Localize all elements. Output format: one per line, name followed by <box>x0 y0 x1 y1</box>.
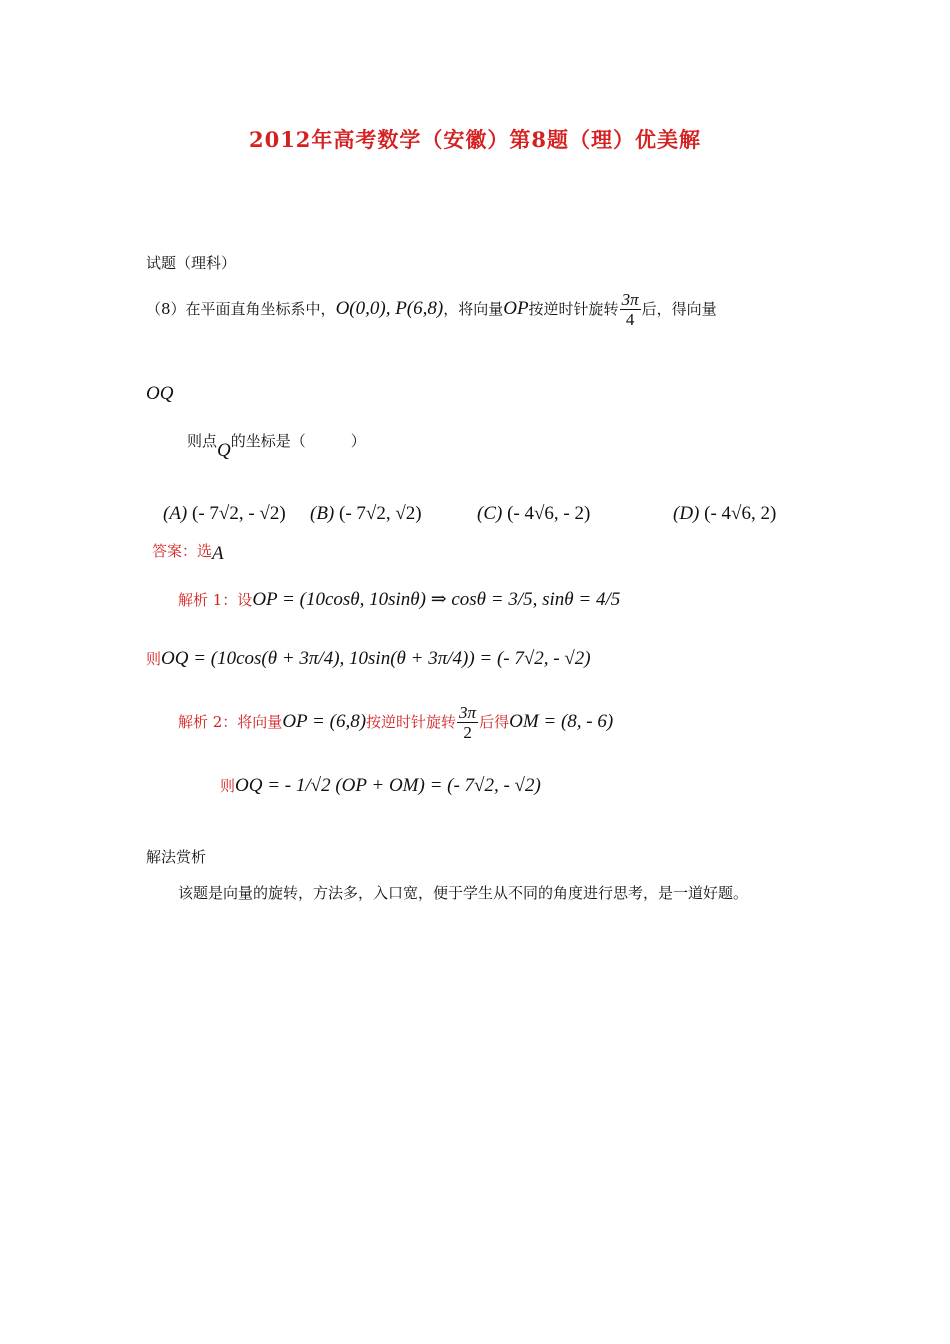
option-d[interactable] <box>673 503 776 525</box>
solution-2-angle-fraction <box>457 703 478 742</box>
solution-2-line-2 <box>220 775 541 797</box>
solution-1-line-2 <box>146 648 591 670</box>
solution-2-rotate-text: 按逆时针旋转 <box>366 713 457 731</box>
option-d-value: (- 4√6, 2) <box>704 503 777 524</box>
fraction-numerator: 3π <box>459 703 477 722</box>
answer-label: 答案：选 <box>152 542 213 560</box>
point-q: Q <box>217 440 231 461</box>
solution-1-label: 解析 1：设 <box>178 591 253 609</box>
solution-2-vector-om: OM = (8, - 6) <box>509 711 614 732</box>
solution-2-after-text: 后得 <box>479 713 510 731</box>
question-stem <box>146 290 717 329</box>
option-a[interactable] <box>163 503 286 525</box>
option-c-label: (C) <box>477 503 503 524</box>
appreciation-heading: 解法赏析 <box>146 848 207 866</box>
solution-1-line-1 <box>178 588 620 611</box>
fraction-numerator: 3π <box>621 290 639 309</box>
answer-value: A <box>212 543 224 564</box>
solution-2-math-2: OQ = - 1/√2 (OP + OM) = (- 7√2, - √2) <box>235 775 541 796</box>
fraction-denominator: 2 <box>463 723 472 742</box>
question-mid-text: ，将向量 <box>443 300 504 318</box>
option-a-label: (A) <box>163 503 188 524</box>
vector-oq: OQ <box>146 383 174 404</box>
solution-2-label: 解析 2：将向量 <box>178 713 283 731</box>
option-c-value: (- 4√6, - 2) <box>507 503 591 524</box>
appreciation-text: 该题是向量的旋转，方法多，入口宽，便于学生从不同的角度进行思考，是一道好题。 <box>178 884 749 902</box>
question-ask-prefix: 则点 <box>187 432 218 450</box>
page-title: 2012年高考数学（安徽）第8题（理）优美解 <box>248 127 702 152</box>
question-stem-text: 在平面直角坐标系中， <box>185 300 336 318</box>
question-number: （8） <box>146 300 186 318</box>
solution-2-line-1 <box>178 703 613 742</box>
option-b-label: (B) <box>310 503 335 524</box>
question-rotate-text: 按逆时针旋转 <box>528 300 619 318</box>
solution-1-math-2: OQ = (10cos(θ + 3π/4), 10sin(θ + 3π/4)) = (- 7√2, - √2) <box>161 648 591 669</box>
solution-2-line-2-label: 则 <box>220 777 236 795</box>
question-points: O(0,0), P(6,8) <box>335 298 444 319</box>
question-ask <box>187 430 366 461</box>
solution-1-line-2-label: 则 <box>146 650 162 668</box>
question-ask-suffix: 的坐标是（ ） <box>230 432 366 450</box>
solution-1-math-1: OP = (10cosθ, 10sinθ) ⇒ cosθ = 3/5, sinθ = 4/5 <box>252 589 621 610</box>
option-c[interactable] <box>477 503 590 525</box>
option-a-value: (- 7√2, - √2) <box>192 503 286 524</box>
answer <box>152 540 224 562</box>
question-after-text: 后，得向量 <box>641 300 717 318</box>
option-d-label: (D) <box>673 503 700 524</box>
section-heading-question: 试题（理科） <box>146 254 237 272</box>
rotation-angle-fraction <box>620 290 641 329</box>
vector-op: OP <box>503 298 529 319</box>
option-b-value: (- 7√2, √2) <box>339 503 422 524</box>
option-b[interactable] <box>310 503 422 525</box>
solution-2-vector-op: OP = (6,8) <box>282 711 367 732</box>
fraction-denominator: 4 <box>625 310 635 329</box>
